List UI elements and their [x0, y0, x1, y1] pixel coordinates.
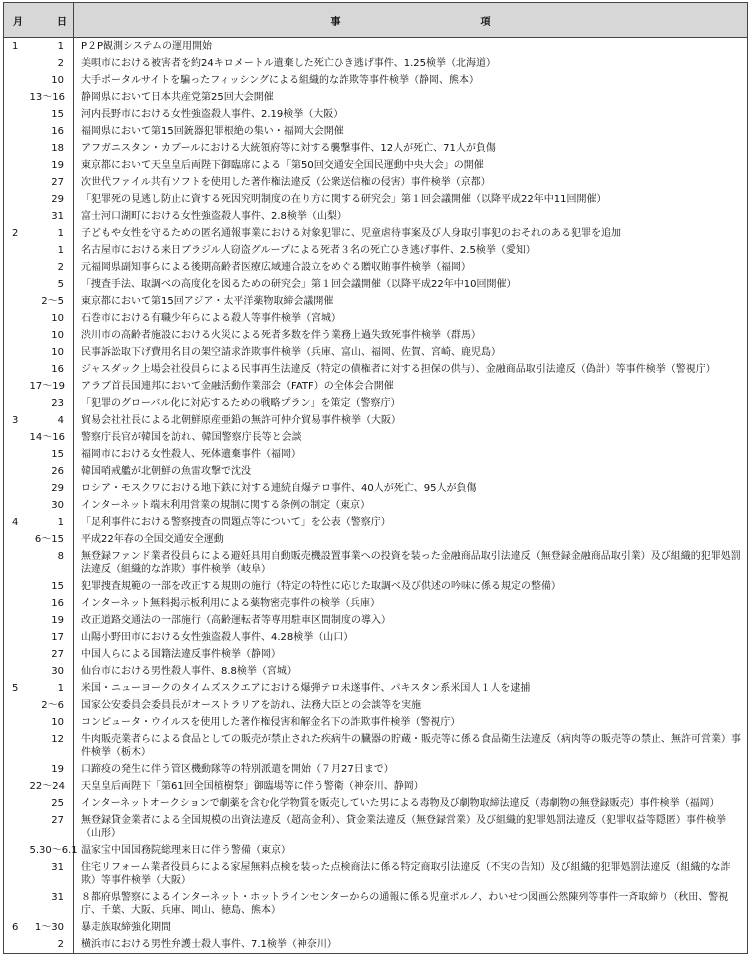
event-cell: 住宅リフォーム業者役員らによる家屋無料点検を装った点検商法に係る特定商取引法違反（不実の告知）及び組織的犯罪処罰法違反（組織的な詐欺）等事件検挙（大阪）: [81, 862, 731, 886]
table-row: [4, 344, 748, 361]
month-cell: [4, 842, 30, 859]
table-row: [4, 778, 748, 795]
month-cell: 1: [12, 41, 19, 52]
event-cell: 「捜査手法、取調べの高度化を図るための研究会」第１回会議開催（以降平成22年中10回開催）: [81, 279, 517, 290]
event-cell: 福岡県において第15回銃器犯罪根絶の集い・福岡大会開催: [81, 126, 344, 137]
table-row: [4, 595, 748, 612]
event-cell: 牛肉販売業者らによる食品としての販売が禁止された疾病牛の臓器の貯蔵・販売等に係る食品衛生法違反（病肉等の販売等の禁止、無許可営業）事件検挙（栃木）: [81, 734, 741, 758]
month-cell: 2: [12, 228, 19, 239]
day-cell: 15: [30, 106, 74, 123]
day-cell: 10: [30, 72, 74, 89]
event-cell: 仙台市における男性殺人事件、8.8検挙（宮城）: [81, 666, 297, 677]
month-cell: [4, 714, 30, 731]
day-cell: 13〜16: [30, 89, 74, 106]
event-cell: 警察庁長官が韓国を訪れ、韓国警察庁長等と会談: [81, 432, 302, 443]
day-cell: 31: [30, 208, 74, 225]
day-cell: 2: [30, 259, 74, 276]
day-cell: 29: [30, 480, 74, 497]
month-cell: [4, 191, 30, 208]
day-cell: 2: [30, 55, 74, 72]
day-cell: 31: [30, 859, 74, 889]
event-cell: インターネット無料掲示板利用による薬物密売事件の検挙（兵庫）: [81, 598, 381, 609]
day-cell: 5.30〜6.1: [30, 842, 74, 859]
table-row: [4, 480, 748, 497]
day-cell: 30: [30, 663, 74, 680]
event-cell: 口蹄疫の発生に伴う管区機動隊等の特別派遣を開始（７月27日まで）: [81, 764, 394, 775]
event-cell: 横浜市における男性弁護士殺人事件、7.1検挙（神奈川）: [81, 939, 337, 950]
day-cell: 16: [30, 595, 74, 612]
event-header-char-1: 事: [330, 16, 341, 28]
month-cell: [4, 629, 30, 646]
table-row: [4, 548, 748, 578]
day-cell: 10: [30, 327, 74, 344]
month-cell: [4, 697, 30, 714]
day-cell: 4: [30, 412, 74, 429]
event-cell: 東京都において第15回アジア・太平洋薬物取締会議開催: [81, 296, 334, 307]
event-cell: 平成22年春の全国交通安全運動: [81, 534, 224, 545]
event-cell: 無登録ファンド業者役員らによる避妊具用自動販売機設置事業への投資を装った金融商品取引法違反（無登録金融商品取引業）及び組織的犯罪処罰法違反（組織的な詐欺）事件検挙（岐阜）: [81, 551, 741, 575]
day-cell: 2〜6: [30, 697, 74, 714]
day-cell: 1: [30, 225, 74, 242]
event-cell: 国家公安委員会委員長がオーストラリアを訪れ、法務大臣との会談等を実施: [81, 700, 422, 711]
event-cell: 富士河口湖町における女性強盗殺人事件、2.8検挙（山梨）: [81, 211, 347, 222]
month-cell: [4, 731, 30, 761]
table-row: [4, 191, 748, 208]
day-cell: 6〜15: [30, 531, 74, 548]
month-cell: [4, 361, 30, 378]
table-row: [4, 276, 748, 293]
event-cell: コンピュータ・ウイルスを使用した著作権侵害和解金名下の詐欺事件検挙（警視庁）: [81, 717, 461, 728]
table-row: [4, 429, 748, 446]
day-cell: 29: [30, 191, 74, 208]
month-cell: [4, 310, 30, 327]
month-cell: [4, 344, 30, 361]
table-row: [4, 663, 748, 680]
event-cell: 福岡市における女性殺人、死体遺棄事件（福岡）: [81, 449, 301, 460]
event-cell: インターネットオークションで劇薬を含む化学物質を販売していた男による毒物及び劇物取締法違反（毒劇物の無登録販売）事件検挙（福岡）: [81, 798, 720, 809]
event-cell: ８都府県警察によるインターネット・ホットラインセンターからの通報に係る児童ポルノ、わいせつ図画公然陳列等事件一斉取締り（秋田、警視庁、千葉、大阪、兵庫、岡山、徳島、熊本）: [81, 892, 729, 916]
day-cell: 16: [30, 123, 74, 140]
month-cell: 6: [12, 922, 19, 933]
month-cell: [4, 497, 30, 514]
table-row: [4, 174, 748, 191]
event-header-char-2: 項: [480, 16, 491, 28]
day-cell: 31: [30, 889, 74, 919]
day-cell: 19: [30, 612, 74, 629]
month-cell: [4, 548, 30, 578]
event-cell: 天皇皇后両陛下「第61回全国植樹祭」御臨場等に伴う警衛（神奈川、静岡）: [81, 781, 424, 792]
event-cell: 犯罪捜査規範の一部を改正する規則の施行（特定の特性に応じた取調べ及び供述の吟味に係る規定の整備）: [81, 581, 561, 592]
day-cell: 1: [30, 514, 74, 531]
month-cell: [4, 463, 30, 480]
event-cell: 米国・ニューヨークのタイムズスクエアにおける爆弾テロ未遂事件、パキスタン系米国人１人を逮捕: [81, 683, 531, 694]
table-row: [4, 72, 748, 89]
day-cell: 1〜30: [30, 919, 74, 936]
month-cell: 5: [12, 683, 19, 694]
table-row: [4, 919, 748, 936]
table-row: [4, 140, 748, 157]
event-cell: P２P観測システムの運用開始: [81, 41, 213, 52]
month-cell: [4, 795, 30, 812]
table-row: [4, 378, 748, 395]
table-row: [4, 514, 748, 531]
month-cell: [4, 259, 30, 276]
day-cell: 22〜24: [30, 778, 74, 795]
day-cell: 15: [30, 578, 74, 595]
month-cell: 4: [12, 517, 19, 528]
table-row: [4, 38, 748, 56]
month-cell: [4, 480, 30, 497]
month-cell: [4, 663, 30, 680]
month-cell: [4, 531, 30, 548]
table-body: [4, 38, 748, 954]
day-cell: 12: [30, 731, 74, 761]
month-cell: 3: [12, 415, 19, 426]
event-cell: 大手ポータルサイトを騙ったフィッシングによる組織的な詐欺等事件検挙（静岡、熊本）: [81, 75, 480, 86]
table-row: [4, 412, 748, 429]
day-cell: 2: [30, 936, 74, 954]
day-cell: 5: [30, 276, 74, 293]
month-cell: [4, 778, 30, 795]
day-cell: 10: [30, 714, 74, 731]
month-cell: [4, 761, 30, 778]
table-row: [4, 859, 748, 889]
event-cell: 子どもや女性を守るための匿名通報事業における対象犯罪に、児童虐待事案及び人身取引事犯のおそれのある犯罪を追加: [81, 228, 621, 239]
day-cell: 18: [30, 140, 74, 157]
table-row: [4, 310, 748, 327]
month-cell: [4, 55, 30, 72]
month-cell: [4, 378, 30, 395]
table-row: [4, 889, 748, 919]
table-row: [4, 795, 748, 812]
event-cell: アフガニスタン・カブールにおける大統領府等に対する襲撃事件、12人が死亡、71人が負傷: [81, 143, 496, 154]
table-row: [4, 293, 748, 310]
day-cell: 30: [30, 497, 74, 514]
table-header: [4, 3, 748, 38]
table-row: [4, 936, 748, 954]
table-row: [4, 578, 748, 595]
event-cell: 美唄市における被害者を約24キロメートル遺棄した死亡ひき逃げ事件、1.25検挙（北海道）: [81, 58, 496, 69]
table-row: [4, 731, 748, 761]
table-row: [4, 242, 748, 259]
event-cell: 渋川市の高齢者施設における火災による死者多数を伴う業務上過失致死事件検挙（群馬）: [81, 330, 481, 341]
month-cell: [4, 89, 30, 106]
day-cell: 15: [30, 446, 74, 463]
month-cell: [4, 174, 30, 191]
event-cell: 「足利事件における警察捜査の問題点等について」を公表（警察庁）: [81, 517, 391, 528]
month-cell: [4, 429, 30, 446]
month-cell: [4, 812, 30, 842]
day-cell: 10: [30, 344, 74, 361]
day-cell: 8: [30, 548, 74, 578]
day-cell: 27: [30, 646, 74, 663]
event-cell: 中国人らによる国籍法違反事件検挙（静岡）: [81, 649, 281, 660]
table-row: [4, 259, 748, 276]
event-cell: 韓国哨戒艦が北朝鮮の魚雷攻撃で沈没: [81, 466, 251, 477]
table-row: [4, 106, 748, 123]
day-cell: 1: [30, 680, 74, 697]
event-cell: 「犯罪死の見逃し防止に資する死因究明制度の在り方に関する研究会」第１回会議開催（以降平成22年中11回開催）: [81, 194, 607, 205]
table-row: [4, 208, 748, 225]
event-cell: 温家宝中国国務院総理来日に伴う警備（東京）: [81, 845, 291, 856]
event-cell: ジャスダック上場会社役員らによる民事再生法違反（特定の債権者に対する担保の供与）、金融商品取引法違反（偽計）等事件検挙（警視庁）: [81, 364, 716, 375]
table-row: [4, 446, 748, 463]
table-row: [4, 697, 748, 714]
day-cell: 16: [30, 361, 74, 378]
month-cell: [4, 106, 30, 123]
month-cell: [4, 293, 30, 310]
table-row: [4, 612, 748, 629]
event-cell: アラブ首長国連邦において金融活動作業部会（FATF）の全体会合開催: [81, 381, 394, 392]
table-row: [4, 842, 748, 859]
table-row: [4, 123, 748, 140]
table-row: [4, 327, 748, 344]
month-cell: [4, 936, 30, 954]
month-cell: [4, 276, 30, 293]
month-cell: [4, 889, 30, 919]
event-cell: インターネット端末利用営業の規制に関する条例の制定（東京）: [81, 500, 371, 511]
month-cell: [4, 208, 30, 225]
month-cell: [4, 612, 30, 629]
event-cell: 元福岡県副知事らによる後期高齢者医療広域連合設立をめぐる贈収賄事件検挙（福岡）: [81, 262, 471, 273]
table-row: [4, 225, 748, 242]
day-cell: 17〜19: [30, 378, 74, 395]
table-row: [4, 497, 748, 514]
month-header: 月: [13, 16, 23, 28]
event-cell: 貿易会社社長による北朝鮮原産亜鉛の無許可仲介貿易事件検挙（大阪）: [81, 415, 401, 426]
day-cell: 1: [30, 242, 74, 259]
table-row: [4, 761, 748, 778]
event-cell: 東京都において天皇皇后両陛下御臨席による「第50回交通安全国民運動中央大会」の開催: [81, 160, 484, 171]
event-cell: 無登録貸金業者による全国規模の出資法違反（超高金利）、貸金業法違反（無登録営業）及び組織的犯罪処罰法違反（犯罪収益等隠匿）事件検挙（山形）: [81, 815, 726, 839]
month-cell: [4, 242, 30, 259]
event-cell: 山陽小野田市における女性強盗殺人事件、4.28検挙（山口）: [81, 632, 354, 643]
event-cell: 「犯罪のグローバル化に対応するための戦略プラン」を策定（警察庁）: [81, 398, 401, 409]
day-cell: 1: [30, 38, 74, 56]
day-header: 日: [57, 16, 67, 28]
event-cell: 民事訴訟取下げ費用名目の架空請求詐欺事件検挙（兵庫、富山、福岡、佐賀、宮崎、鹿児島）: [81, 347, 501, 358]
month-cell: [4, 123, 30, 140]
table-row: [4, 157, 748, 174]
day-cell: 2〜5: [30, 293, 74, 310]
table-row: [4, 531, 748, 548]
month-cell: [4, 646, 30, 663]
month-cell: [4, 859, 30, 889]
month-cell: [4, 578, 30, 595]
month-cell: [4, 140, 30, 157]
month-day-header: [4, 3, 74, 38]
table-row: [4, 812, 748, 842]
month-cell: [4, 595, 30, 612]
table-row: [4, 714, 748, 731]
event-cell: 石巻市における有職少年らによる殺人等事件検挙（宮城）: [81, 313, 341, 324]
day-cell: 27: [30, 812, 74, 842]
table-row: [4, 680, 748, 697]
table-row: [4, 646, 748, 663]
event-header: [74, 3, 748, 38]
day-cell: 14〜16: [30, 429, 74, 446]
month-cell: [4, 446, 30, 463]
day-cell: 27: [30, 174, 74, 191]
day-cell: 19: [30, 761, 74, 778]
table-row: [4, 395, 748, 412]
day-cell: 26: [30, 463, 74, 480]
event-cell: 改正道路交通法の一部施行（高齢運転者等専用駐車区間制度の導入）: [81, 615, 391, 626]
event-cell: ロシア・モスクワにおける地下鉄に対する連続自爆テロ事件、40人が死亡、95人が負傷: [81, 483, 477, 494]
table-row: [4, 361, 748, 378]
event-cell: 暴走族取締強化期間: [81, 922, 171, 933]
day-cell: 23: [30, 395, 74, 412]
table-row: [4, 629, 748, 646]
month-cell: [4, 72, 30, 89]
event-cell: 次世代ファイル共有ソフトを使用した著作権法違反（公衆送信権の侵害）事件検挙（京都）: [81, 177, 491, 188]
event-cell: 河内長野市における女性強盗殺人事件、2.19検挙（大阪）: [81, 109, 344, 120]
month-cell: [4, 327, 30, 344]
day-cell: 10: [30, 310, 74, 327]
day-cell: 17: [30, 629, 74, 646]
table-row: [4, 463, 748, 480]
month-cell: [4, 395, 30, 412]
event-cell: 静岡県において日本共産党第25回大会開催: [81, 92, 274, 103]
table-row: [4, 55, 748, 72]
chronology-table: [3, 2, 748, 954]
event-cell: 名古屋市における来日ブラジル人窃盗グループによる死者３名の死亡ひき逃げ事件、2.5検挙（愛知）: [81, 245, 536, 256]
table-row: [4, 89, 748, 106]
day-cell: 19: [30, 157, 74, 174]
day-cell: 25: [30, 795, 74, 812]
month-cell: [4, 157, 30, 174]
